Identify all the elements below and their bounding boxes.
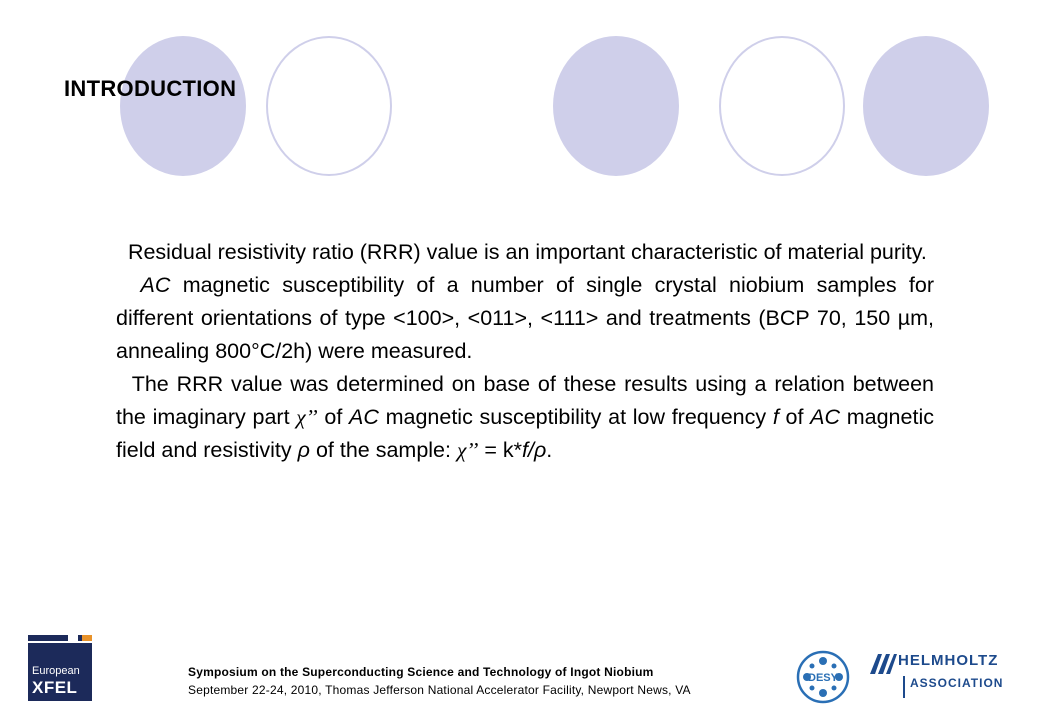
ac-term: AC xyxy=(140,273,171,297)
ac-term: AC xyxy=(810,405,841,429)
paragraph-text: The RRR value was determined on base of these results using a relation between the imaginary part xyxy=(116,372,934,429)
helmholtz-logo-bar xyxy=(903,676,905,698)
slide-title: INTRODUCTION xyxy=(64,76,237,101)
paragraph-text: magnetic susceptibility of a number of single crystal niobium samples for different orientations of type <100>, <011>, <111> and treatments (BCP 70, 150 µm, annealing 800°C/2h) were measured. xyxy=(116,273,934,363)
paragraph-text: Residual resistivity ratio (RRR) value is an important characteristic of material purity. xyxy=(127,240,927,264)
helmholtz-logo-name: HELMHOLTZ xyxy=(898,652,999,669)
paragraph-ac-susceptibility xyxy=(116,269,934,368)
helmholtz-wing-icon xyxy=(868,650,898,676)
helmholtz-logo-sub: ASSOCIATION xyxy=(910,676,1004,690)
decorative-circle xyxy=(120,36,246,176)
xfel-logo-orange-notch xyxy=(82,635,92,641)
decorative-circle xyxy=(553,36,679,176)
rho-symbol: ρ xyxy=(297,438,310,462)
decorative-circle xyxy=(266,36,392,176)
paragraph-rrr-determination xyxy=(116,368,934,467)
desy-logo-text: DESY xyxy=(808,672,838,684)
frequency-symbol: f xyxy=(772,405,779,429)
chi-symbol: χ’’ xyxy=(456,438,479,462)
xfel-logo-label-european: European xyxy=(32,665,80,677)
chi-symbol: χ’’ xyxy=(296,405,318,429)
desy-logo xyxy=(795,649,851,705)
formula-period: . xyxy=(546,438,553,462)
xfel-logo-label-xfel: XFEL xyxy=(32,678,78,697)
decorative-circle xyxy=(863,36,989,176)
footer-date-location: September 22-24, 2010, Thomas Jefferson National Accelerator Facility, Newport News, VA xyxy=(188,683,691,697)
paragraph-text: magnetic susceptibility at low frequency xyxy=(378,405,773,429)
footer-symposium-title: Symposium on the Superconducting Science and Technology of Ingot Niobium xyxy=(188,665,654,679)
ac-term: AC xyxy=(349,405,379,429)
formula-ratio: f/ρ xyxy=(522,438,547,462)
paragraph-text: of xyxy=(317,405,349,429)
paragraph-rrr xyxy=(116,236,934,269)
paragraph-text: of the sample: xyxy=(309,438,457,462)
footer xyxy=(188,663,691,699)
xfel-logo-line xyxy=(28,641,92,643)
xfel-logo-notch xyxy=(68,635,78,641)
paragraph-text: magnetic field and resistivity xyxy=(116,405,934,462)
slide-body xyxy=(116,236,934,467)
paragraph-text: of xyxy=(778,405,811,429)
decorative-circle xyxy=(719,36,845,176)
formula-text: = k* xyxy=(478,438,522,462)
